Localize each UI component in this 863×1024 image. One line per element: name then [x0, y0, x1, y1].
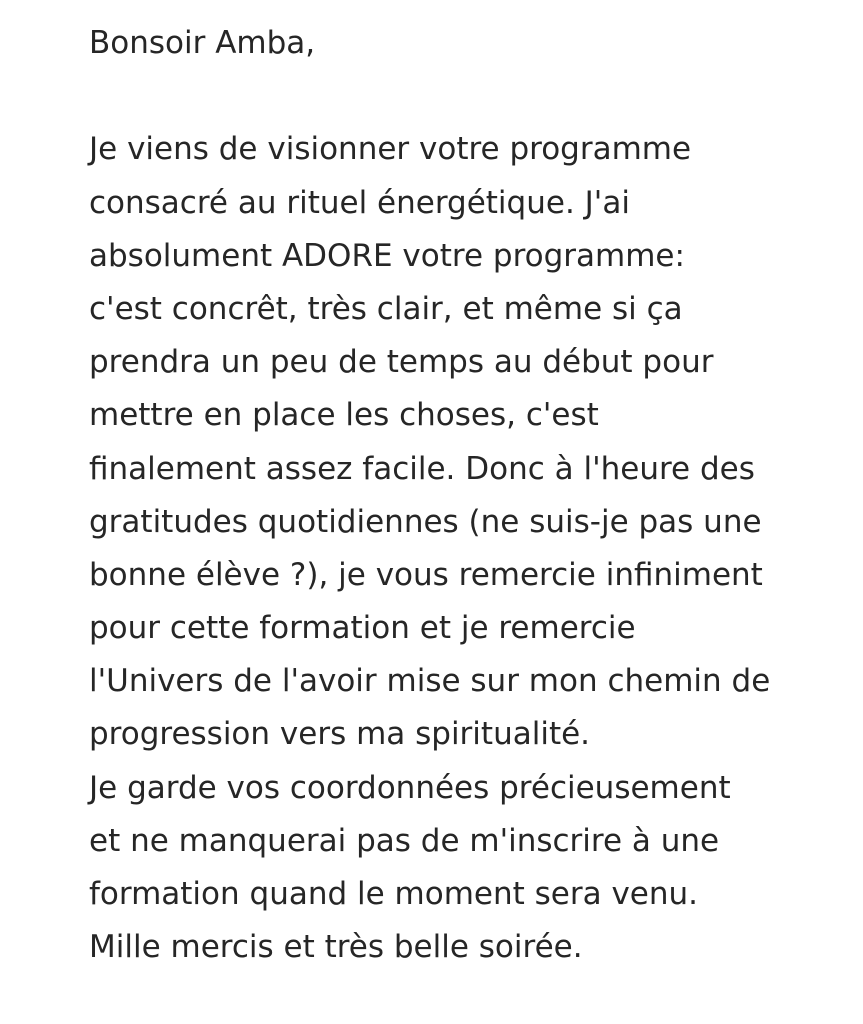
- message-line: absolument ADORE votre programme:: [89, 237, 685, 274]
- message-line: et ne manquerai pas de m'inscrire à une: [89, 822, 720, 859]
- message-line: prendra un peu de temps au début pour: [89, 344, 714, 381]
- message-line: Je viens de visionner votre programme: [89, 131, 692, 168]
- message-line: finalement assez facile. Donc à l'heure des: [89, 450, 755, 487]
- message-line: l'Univers de l'avoir mise sur mon chemin de: [89, 663, 771, 700]
- message-line: progression vers ma spiritualité.: [89, 716, 591, 753]
- message-line: Mille mercis et très belle soirée.: [89, 929, 583, 966]
- paragraph-spacer: [89, 70, 829, 123]
- message-line: bonne élève ?), je vous remercie infiniment: [89, 556, 763, 593]
- message-line: c'est concrêt, très clair, et même si ça: [89, 290, 683, 327]
- message-line: mettre en place les choses, c'est: [89, 397, 599, 434]
- message-body: [89, 17, 829, 974]
- message-line: consacré au rituel énergétique. J'ai: [89, 184, 630, 221]
- message-line: gratitudes quotidiennes (ne suis-je pas une: [89, 503, 762, 540]
- message-line: formation quand le moment sera venu.: [89, 876, 699, 912]
- message-line: Je garde vos coordonnées précieusement: [89, 769, 731, 806]
- message-greeting: Bonsoir Amba,: [89, 25, 316, 61]
- message-line: pour cette formation et je remercie: [89, 610, 636, 647]
